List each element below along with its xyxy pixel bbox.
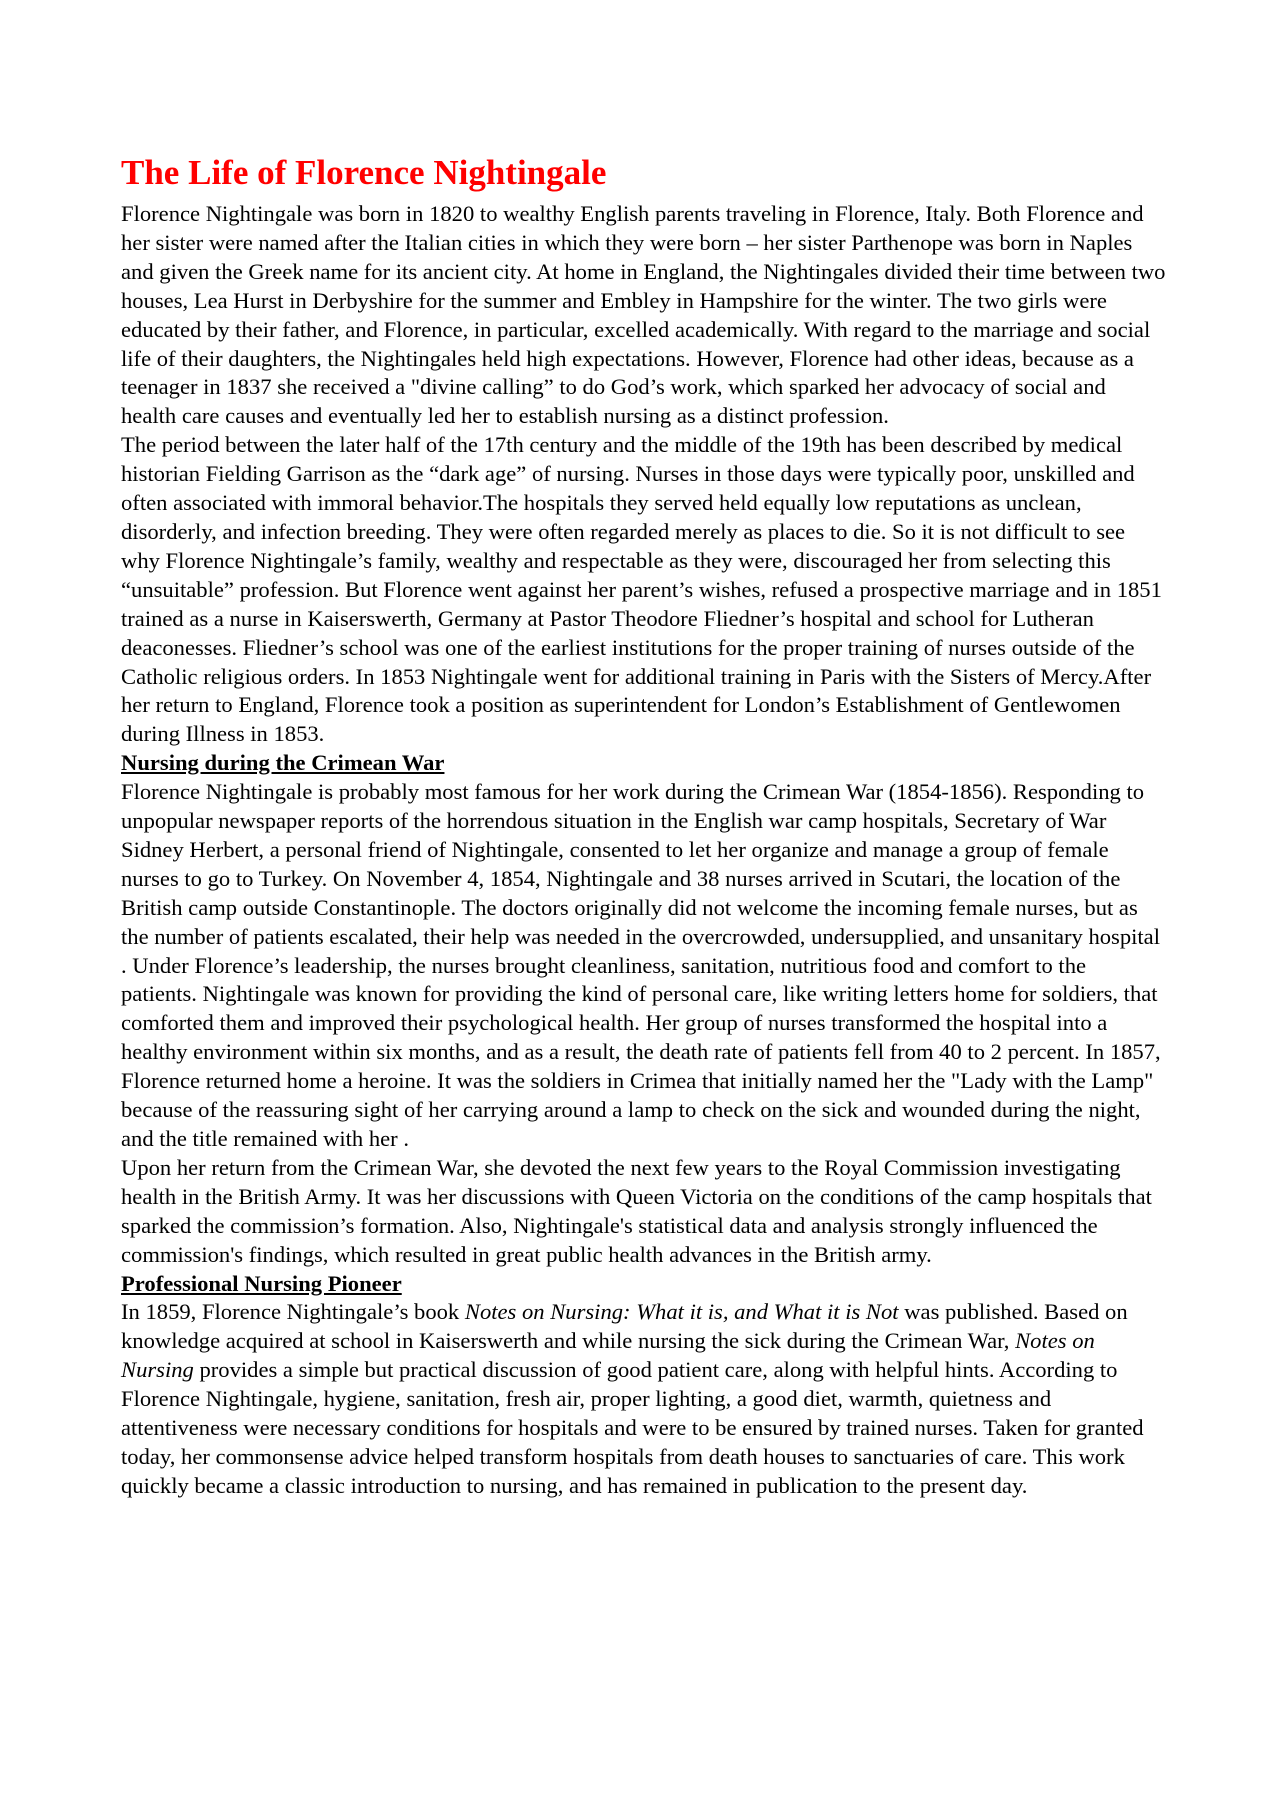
crimean-war-heading: Nursing during the Crimean War: [121, 750, 445, 776]
intro-paragraph-1: Florence Nightingale was born in 1820 to wealthy English parents traveling in Florence, Italy. Both Florence and her sister were named after the Italian cities in which they were born – her sister Parthenope was born in Naples and given the Greek name for its ancient city. At home in England, the Nightingales divided their time between two houses, Lea Hurst in Derbyshire for the summer and Embley in Hampshire for the winter. The two girls were educated by their father, and Florence, in particular, excelled academically. With regard to the marriage and social life of their daughters, the Nightingales held high expectations. However, Florence had other ideas, because as a teenager in 1837 she received a "divine calling” to do God’s work, which sparked her advocacy of social and health care causes and eventually led her to establish nursing as a distinct profession.: [121, 201, 1166, 429]
book-title: Notes on Nursing: What it is, and What it is Not: [464, 1299, 899, 1325]
crimean-paragraph-2: Upon her return from the Crimean War, she devoted the next few years to the Royal Commission investigating health in the British Army. It was her discussions with Queen Victoria on the conditions of the camp hospitals that sparked the commission’s formation. Also, Nightingale's statistical data and analysis strongly influenced the commission's findings, which resulted in great public health advances in the British army.: [121, 1154, 1152, 1267]
pioneer-text-a: In 1859, Florence Nightingale’s book: [121, 1299, 465, 1325]
crimean-paragraph-1: Florence Nightingale is probably most famous for her work during the Crimean War (1854-1856). Responding to unpopular newspaper reports of the horrendous situation in the English war camp hospitals, Secretary of War Sidney Herbert, a personal friend of Nightingale, consented to let her organize and manage a group of female nurses to go to Turkey. On November 4, 1854, Nightingale and 38 nurses arrived in Scutari, the location of the British camp outside Constantinople. The doctors originally did not welcome the incoming female nurses, but as the number of patients escalated, their help was needed in the overcrowded, undersupplied, and unsanitary hospital . Under Florence’s leadership, the nurses brought cleanliness, sanitation, nutritious food and comfort to the patients. Nightingale was known for providing the kind of personal care, like writing letters home for soldiers, that comforted them and improved their psychological health. Her group of nurses transformed the hospital into a healthy environment within six months, and as a result, the death rate of patients fell from 40 to 2 percent. In 1857, Florence returned home a heroine. It was the soldiers in Crimea that initially named her the "Lady with the Lamp" because of the reassuring sight of her carrying around a lamp to check on the sick and wounded during the night, and the title remained with her .: [121, 779, 1161, 1151]
pioneer-text-c: provides a simple but practical discussion of good patient care, along with helpful hints. According to Florence Nightingale, hygiene, sanitation, fresh air, proper lighting, a good diet, warmth, quietness and attentiveness were necessary conditions for hospitals and were to be ensured by trained nurses. Taken for granted today, her commonsense advice helped transform hospitals from death houses to sanctuaries of care. This work quickly became a classic introduction to nursing, and has remained in publication to the present day.: [121, 1357, 1144, 1498]
intro-paragraph-2: The period between the later half of the 17th century and the middle of the 19th has been described by medical historian Fielding Garrison as the “dark age” of nursing. Nurses in those days were typically poor, unskilled and often associated with immoral behavior.The hospitals they served held equally low reputations as unclean, disorderly, and infection breeding. They were often regarded merely as places to die. So it is not difficult to see why Florence Nightingale’s family, wealthy and respectable as they were, discouraged her from selecting this “unsuitable” profession. But Florence went against her parent’s wishes, refused a prospective marriage and in 1851 trained as a nurse in Kaiserswerth, Germany at Pastor Theodore Fliedner’s hospital and school for Lutheran deaconesses. Fliedner’s school was one of the earliest institutions for the proper training of nurses outside of the Catholic religious orders. In 1853 Nightingale went for additional training in Paris with the Sisters of Mercy.After her return to England, Florence took a position as superintendent for London’s Establishment of Gentlewomen during Illness in 1853.: [121, 432, 1162, 747]
pioneer-text-b: was published. Based on knowledge acquired at school in Kaiserswerth and while nursing the sick during the Crimean War,: [121, 1299, 1128, 1354]
book-title-short: Notes on Nursing: [121, 1328, 1095, 1383]
page-title: The Life of Florence Nightingale: [121, 153, 607, 192]
document-page: [121, 150, 1166, 1501]
nursing-pioneer-heading: Professional Nursing Pioneer: [121, 1270, 402, 1296]
pioneer-paragraph: [121, 1298, 1166, 1500]
